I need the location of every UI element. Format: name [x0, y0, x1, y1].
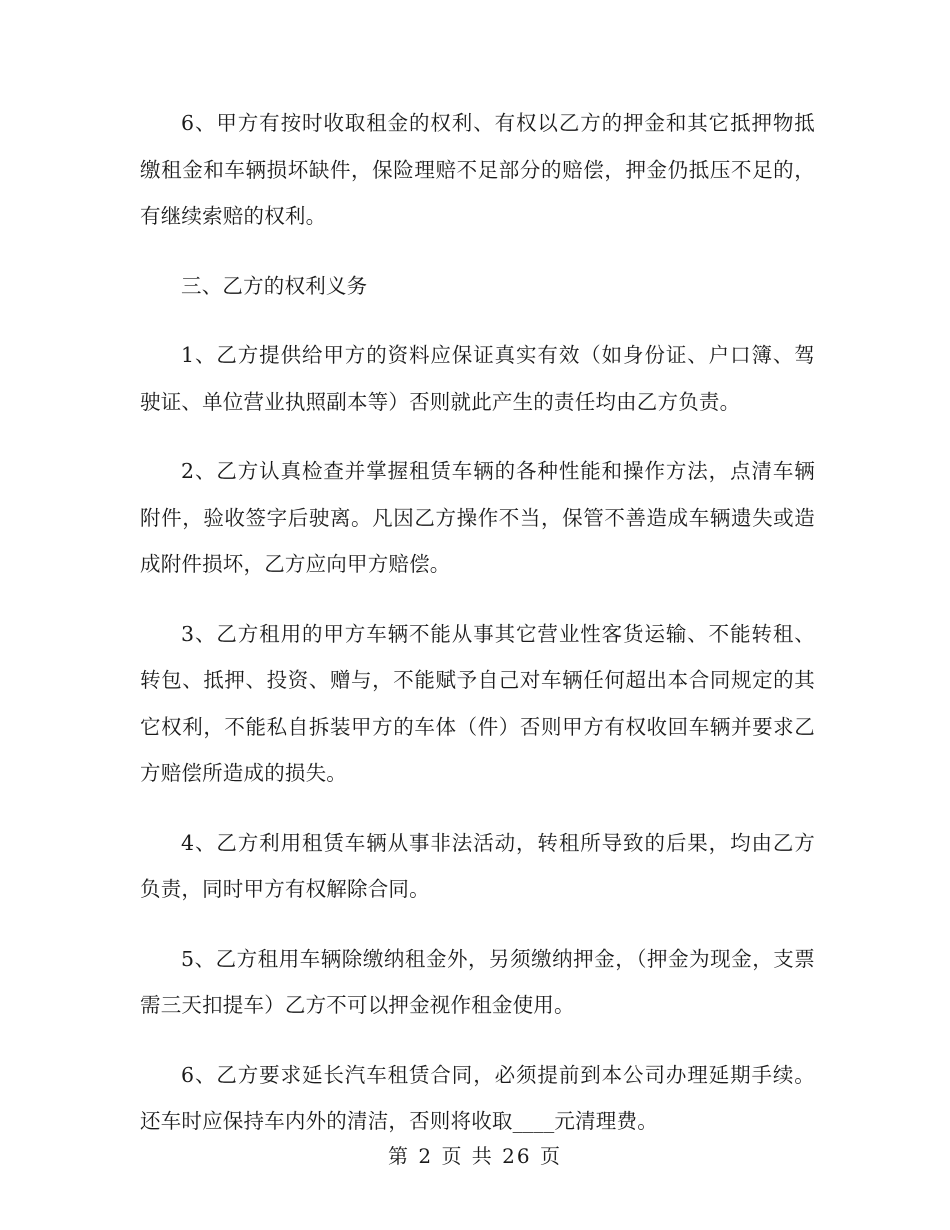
- paragraph-party-b-4: 4、乙方利用租赁车辆从事非法活动，转租所导致的后果，均由乙方负责，同时甲方有权解除合同。: [140, 830, 815, 901]
- paragraph-party-b-2: 2、乙方认真检查并掌握租赁车辆的各种性能和操作方法，点清车辆附件，验收签字后驶离。凡因乙方操作不当，保管不善造成车辆遗失或造成附件损坏，乙方应向甲方赔偿。: [140, 459, 815, 576]
- paragraph-party-b-5: 5、乙方租用车辆除缴纳租金外，另须缴纳押金，（押金为现金，支票需三天扣提车）乙方不可以押金视作租金使用。: [140, 946, 815, 1017]
- paragraph-party-b-6: 6、乙方要求延长汽车租赁合同，必须提前到本公司办理延期手续。还车时应保持车内外的清洁，否则将收取____元清理费。: [140, 1062, 815, 1133]
- paragraph-party-b-1: 1、乙方提供给甲方的资料应保证真实有效（如身份证、户口簿、驾驶证、单位营业执照副本等）否则就此产生的责任均由乙方负责。: [140, 343, 815, 414]
- paragraph-party-b-3: 3、乙方租用的甲方车辆不能从事其它营业性客货运输、不能转租、转包、抵押、投资、赠与，不能赋予自己对车辆任何超出本合同规定的其它权利，不能私自拆装甲方的车体（件）否则甲方有权收回车辆并要求乙方赔偿所造成的损失。: [140, 621, 815, 785]
- section-heading-party-b: 三、乙方的权利义务: [181, 273, 368, 298]
- paragraph-landlord-rights-6: 6、甲方有按时收取租金的权利、有权以乙方的押金和其它抵押物抵缴租金和车辆损坏缺件，保险理赔不足部分的赔偿，押金仍抵压不足的，有继续索赔的权利。: [140, 111, 815, 228]
- page-number-footer: 第 2 页 共 26 页: [388, 1144, 562, 1168]
- document-body: [140, 100, 815, 1168]
